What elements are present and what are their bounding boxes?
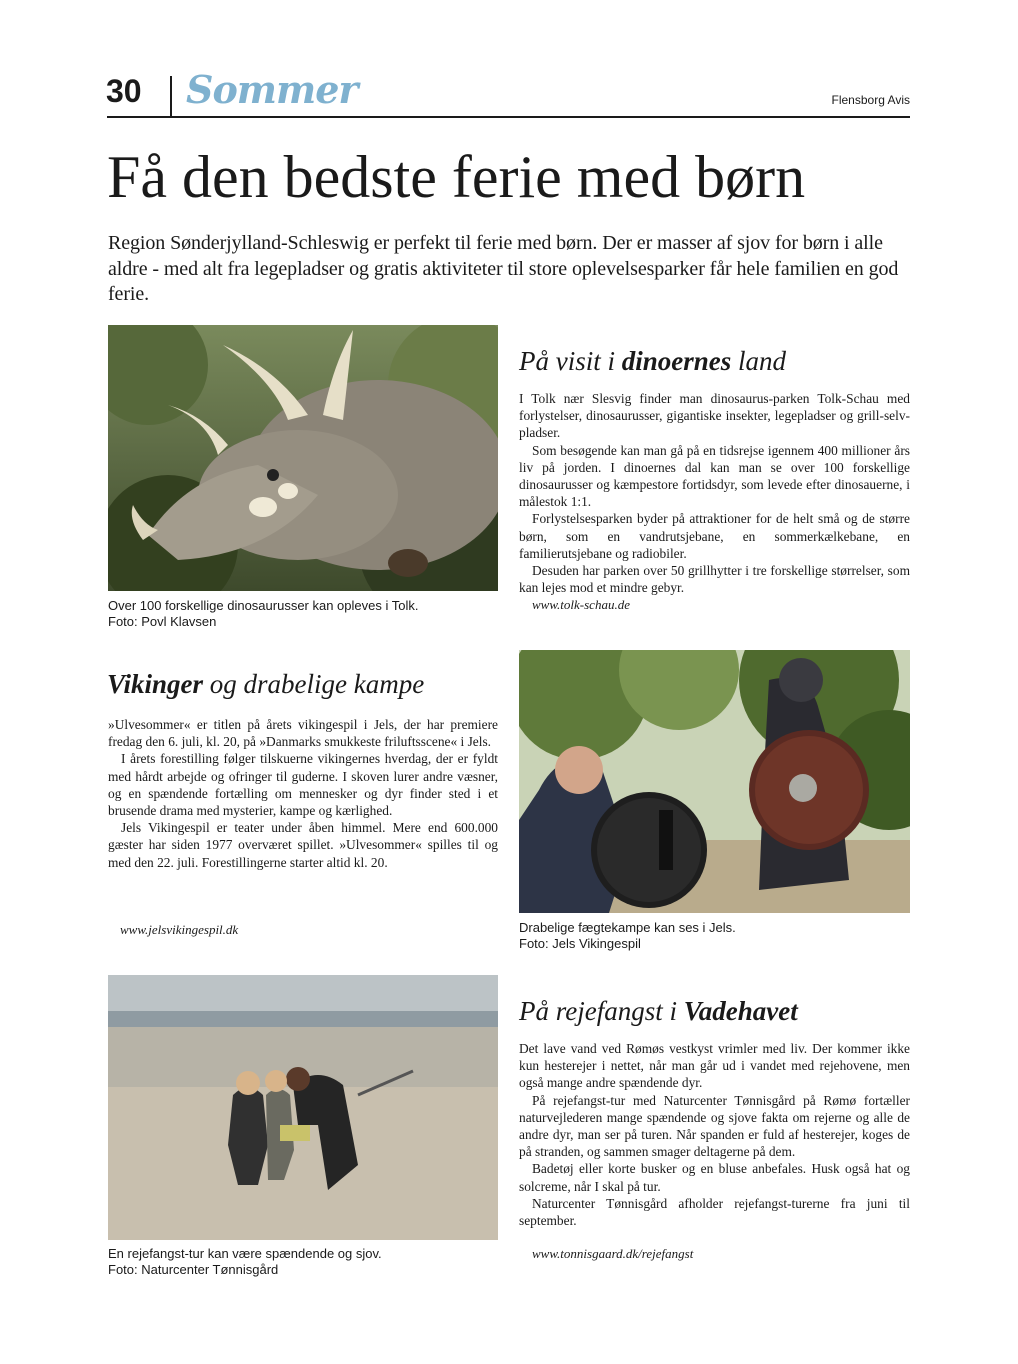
paragraph: På rejefangst-tur med Naturcenter Tønnisgård på Rømø fortæller naturvejlederen mange spændende og sjove fakta om rejerne og alle de andre dyr, man ser på turen. Når spanden er fuld af hesterejer, koges de på stranden, og sammen smager deltagerne på dem. <box>519 1092 910 1160</box>
paragraph: »Ulvesommer« er titlen på årets vikingespil i Jels, der har premiere fredag den 6. juli, kl. 20, på »Danmarks smukkeste friluftsscene« i Jels. <box>108 717 498 750</box>
paragraph: Jels Vikingespil er teater under åben himmel. Mere end 600.000 gæster har siden 1977 overværet spillet. »Ulvesommer« spilles til og med den 22. juli. Forestillingerne starter altid kl. 20. <box>108 820 498 870</box>
title-part: På rejefangst i <box>519 996 684 1026</box>
photo-credit: Foto: Jels Vikingespil <box>519 936 641 951</box>
paragraph: Badetøj eller korte busker og en bluse anbefales. Husk også hat og solcreme, når I skal på tur. <box>519 1161 910 1194</box>
caption-3 <box>108 1246 508 1278</box>
paragraph: Forlystelsesparken byder på attraktioner for de helt små og de større børn, som en vandrutsjebane, en sommerkælkebane, en familierutsjebane og radiobiler. <box>519 511 910 561</box>
title-bold: Vadehavet <box>683 996 798 1026</box>
article-body-dinos <box>519 390 910 596</box>
viking-fight-photo <box>519 650 910 913</box>
paragraph: I Tolk nær Slesvig finder man dinosaurus-parken Tolk-Schau med forlystelser, dinosaurusser, gigantiske insekter, legepladser og grill-selv-pladser. <box>519 391 910 441</box>
paragraph: Som besøgende kan man gå på en tidsrejse igennem 400 millioner års liv på jorden. I dinoernes dal kan man se over 100 forskellige dinosaurusser og kæmpestore fortidsdyr, som levede efter dinosauerne, i målestok 1:1. <box>519 442 910 510</box>
article-title-vikings <box>107 668 424 700</box>
paragraph: Naturcenter Tønnisgård afholder rejefangst-turerne fra juni til september. <box>519 1195 910 1229</box>
header-rule <box>107 116 910 118</box>
publication-name: Flensborg Avis <box>831 93 910 107</box>
caption-text: Over 100 forskellige dinosaurusser kan opleves i Tolk. <box>108 598 419 613</box>
title-bold: Vikinger <box>107 669 204 699</box>
article-url-dinos: www.tolk-schau.de <box>532 597 630 612</box>
caption-2 <box>519 920 909 952</box>
intro-text: Region Sønderjylland-Schleswig er perfekt til ferie med børn. Der er masser af sjov for børn i alle aldre - med alt fra legepladser og gratis aktiviteter til store oplevelsesparker får hele familien en god ferie. <box>108 232 899 305</box>
caption-1 <box>108 598 508 630</box>
article-title-shrimp <box>519 995 798 1027</box>
title-bold: dinoernes <box>621 346 732 376</box>
article-body-shrimp <box>519 1040 910 1229</box>
title-part: og drabelige kampe <box>203 669 425 699</box>
photo-credit: Foto: Naturcenter Tønnisgård <box>108 1262 279 1277</box>
title-part: På visit i <box>519 346 622 376</box>
page-headline: Få den bedste ferie med børn <box>107 144 806 210</box>
triceratops-photo <box>108 325 498 591</box>
article-title-dinos <box>519 345 786 377</box>
title-part: land <box>731 346 787 376</box>
header-divider <box>170 76 172 116</box>
paragraph: Desuden har parken over 50 grillhytter i tre forskellige størrelser, som kan lejes mod et mindre gebyr. <box>519 563 910 596</box>
article-body-vikings <box>108 716 498 871</box>
paragraph: Det lave vand ved Rømøs vestkyst vrimler med liv. Der kommer ikke kun hesterejer i nettet, når man går ud i vandet med rejehovene, men også mange andre spændende dyr. <box>519 1041 910 1091</box>
page-number: 30 <box>106 73 142 109</box>
shrimp-fishing-photo <box>108 975 498 1240</box>
article-url-vikings: www.jelsvikingespil.dk <box>120 922 239 937</box>
caption-text: En rejefangst-tur kan være spændende og sjov. <box>108 1246 382 1261</box>
paragraph: I årets forestilling følger tilskuerne vikingernes hverdag, der er fyldt med hårdt arbejde og ofringer til guderne. I skoven lurer andre væsner, og en spændende fortælling om mennesker og dyr finder sted i et brusende drama med mysterier, kampe og kærlighed. <box>108 751 498 819</box>
photo-credit: Foto: Povl Klavsen <box>108 614 217 629</box>
section-logo: Sommer <box>186 67 358 112</box>
article-url-shrimp: www.tonnisgaard.dk/rejefangst <box>532 1246 694 1261</box>
caption-text: Drabelige fægtekampe kan ses i Jels. <box>519 920 736 935</box>
